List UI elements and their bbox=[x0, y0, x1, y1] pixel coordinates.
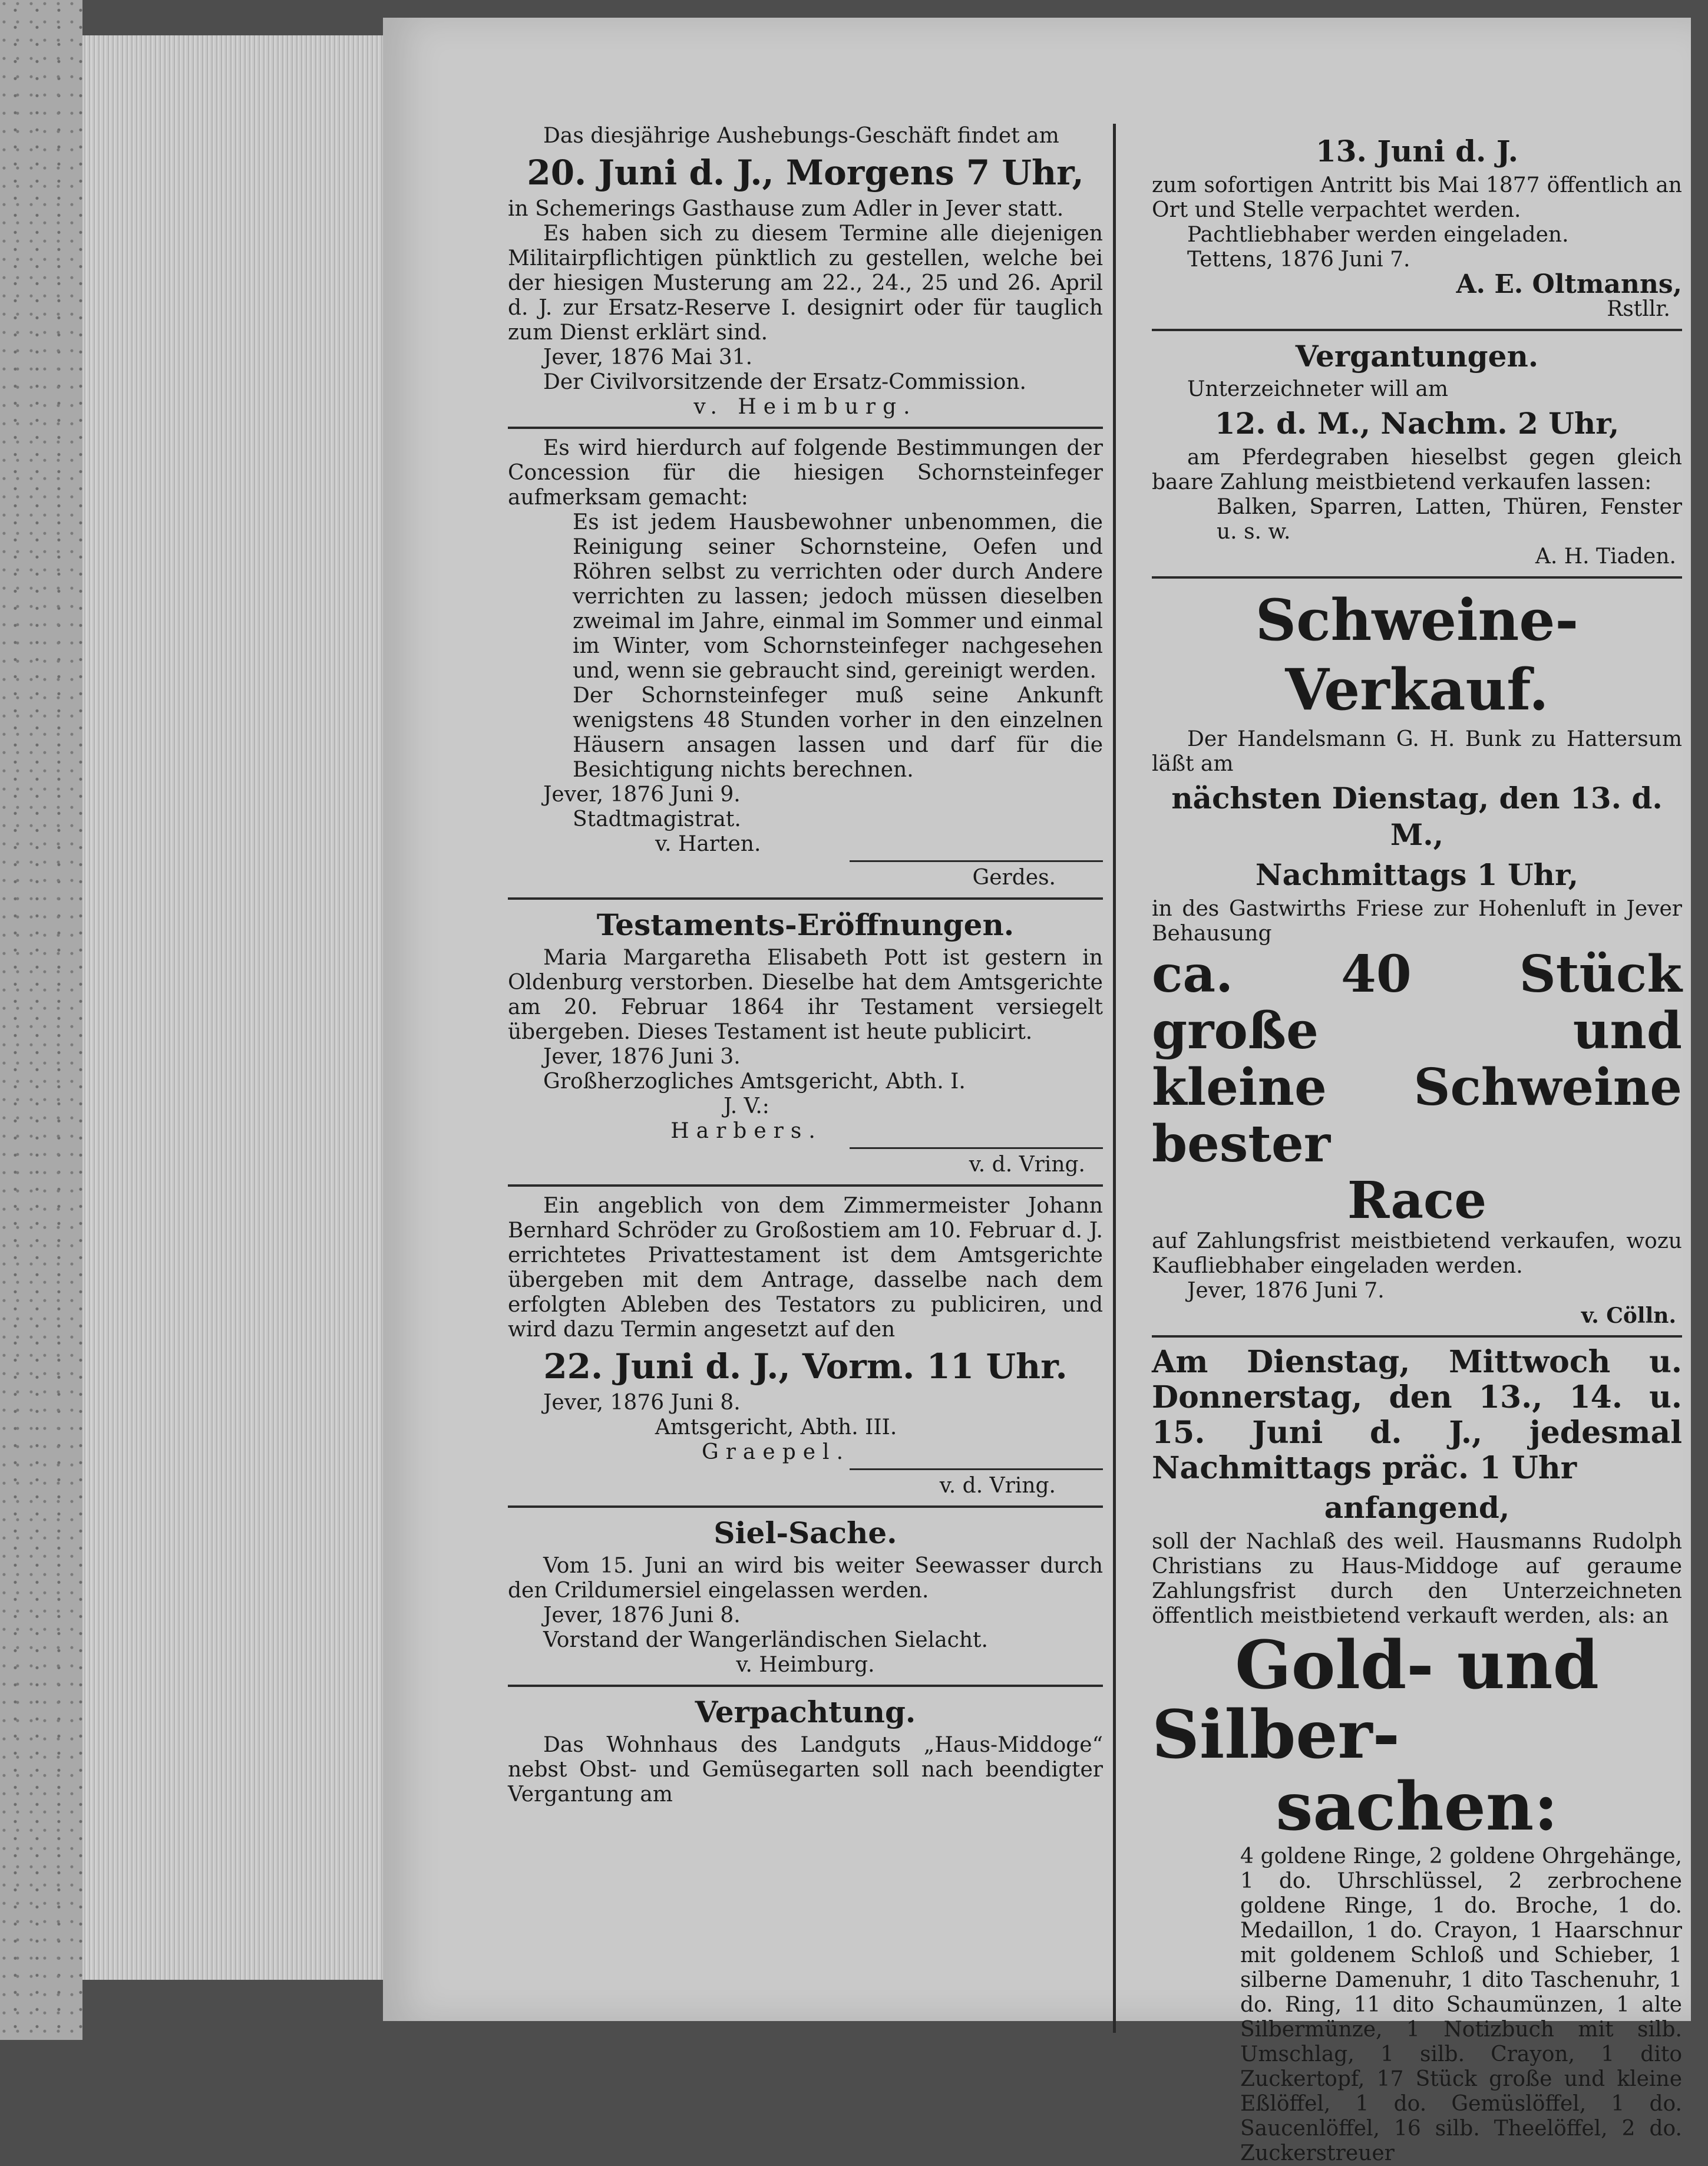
notice-testament bbox=[508, 907, 1103, 1498]
testament-sig1: Harbers. bbox=[670, 1119, 822, 1143]
testament-body2: Ein angeblich von dem Zimmermeister Johann Bernhard Schröder zu Großostiem am 10. Februar d. J. errichtetes Privattestament ist dem Amtsgerichte übergeben mit dem Antrage, dasselbe nach dem erfolgten Ableben des Testators zu publiciren, und wird dazu Termin angesetzt auf den bbox=[508, 1194, 1103, 1342]
siel-signature: v. Heimburg. bbox=[736, 1653, 875, 1677]
testament-dateline2: Jever, 1876 Juni 8. bbox=[543, 1391, 741, 1415]
schornstein-signature: v. Harten. bbox=[655, 832, 761, 856]
schweine-date: nächsten Dienstag, den 13. d. M., bbox=[1171, 781, 1663, 852]
testament-heading: Testaments-Eröffnungen. bbox=[596, 907, 1015, 942]
signature-line bbox=[850, 1468, 1103, 1470]
schornstein-rule2: Der Schornsteinfeger muß seine Ankunft wenigstens 48 Stunden vorher in den einzelnen Häusern ansagen lassen und darf für die Besichtigung nichts berechnen. bbox=[573, 684, 1103, 782]
notice-vergantungen bbox=[1152, 338, 1682, 569]
nachlass-list-text: 4 goldene Ringe, 2 goldene Ohrgehänge, 1 do. Uhrschlüssel, 2 zerbrochene goldene Ringe, 1 do. Broche, 1 do. Medaillon, 1 do. Crayon, 1 Haarschnur mit goldenem Schloß und Schieber, 1 silberne Damenuhr, 1 dito Taschenuhr, 1 do. Ring, 11 dito Schaumünzen, 1 alte Silbermünze, 1 Notizbuch mit silb. Umschlag, 1 silb. Crayon, 1 dito Zuckertopf, 17 Stück große und kleine Eßlöffel, 1 do. Gemüslöffel, 1 do. Saucenlöffel, 16 silb. Theelöffel, 2 do. Zuckerstreuer bbox=[1240, 1844, 1682, 2165]
divider bbox=[508, 897, 1103, 900]
aushebung-body: Es haben sich zu diesem Termine alle diejenigen Militairpflichtigen pünktlich zu gestellen, welche bei der hiesigen Musterung am 22., 24., 25 und 26. April d. J. zur Ersatz-Reserve I. designirt oder für tauglich zum Dienst erklärt sind. bbox=[508, 222, 1103, 345]
vergantungen-body: am Pferdegraben hieselbst gegen gleich baare Zahlung meistbietend verkaufen lassen: bbox=[1152, 445, 1682, 494]
book-page-stack bbox=[82, 35, 391, 1980]
schweine-time: Nachmittags 1 Uhr, bbox=[1255, 857, 1579, 892]
verpachtung-body: Das Wohnhaus des Landguts „Haus-Middoge“ nebst Obst- und Gemüsegarten soll nach beendigter Vergantung am bbox=[508, 1733, 1103, 1807]
schornstein-intro: Es wird hierdurch auf folgende Bestimmungen der Concession für die hiesigen Schornsteinfeger aufmerksam gemacht: bbox=[508, 436, 1103, 510]
siel-heading: Siel-Sache. bbox=[713, 1515, 897, 1550]
nachlass-bold: Am Dienstag, Mittwoch u. Donnerstag, den 13., 14. u. 15. Juni d. J., jedesmal Nachmittags präc. 1 Uhr bbox=[1152, 1344, 1682, 1486]
schweine-big3: Race bbox=[1347, 1171, 1487, 1230]
aushebung-authority: Der Civilvorsitzende der Ersatz-Commission. bbox=[543, 370, 1026, 394]
verpachtung-title: Rstllr. bbox=[1607, 297, 1670, 321]
siel-body: Vom 15. Juni an wird bis weiter Seewasser durch den Crildumersiel eingelassen werden. bbox=[508, 1554, 1103, 1603]
notice-siel bbox=[508, 1515, 1103, 1678]
divider bbox=[1152, 329, 1682, 331]
vergantungen-date: 12. d. M., Nachm. 2 Uhr, bbox=[1214, 406, 1620, 441]
newspaper-page bbox=[383, 18, 1691, 2165]
book-edge bbox=[0, 0, 82, 2040]
divider bbox=[1152, 576, 1682, 579]
testament-dateline1: Jever, 1876 Juni 3. bbox=[543, 1045, 741, 1069]
left-column bbox=[508, 124, 1209, 1807]
verpachtung-signature: A. E. Oltmanns, bbox=[1456, 269, 1682, 299]
testament-iv: J. V.: bbox=[723, 1094, 769, 1118]
notice-nachlass bbox=[1152, 1345, 1682, 2166]
testament-sig2: Graepel. bbox=[701, 1440, 851, 1464]
schornstein-dateline: Jever, 1876 Juni 9. bbox=[543, 782, 741, 807]
signature-line bbox=[850, 860, 1103, 862]
testament-date2: 22. Juni d. J., Vorm. 11 Uhr. bbox=[543, 1346, 1068, 1386]
nachlass-big1: Gold- und Silber- bbox=[1152, 1627, 1599, 1774]
verpachtung-date: 13. Juni d. J. bbox=[1315, 134, 1519, 169]
schweine-signature: v. Cölln. bbox=[1581, 1303, 1676, 1328]
verpachtung-invite: Pachtliebhaber werden eingeladen. bbox=[1187, 223, 1569, 247]
schweine-big2: kleine Schweine bester bbox=[1152, 1058, 1682, 1174]
vergantungen-signature: A. H. Tiaden. bbox=[1535, 544, 1676, 569]
testament-court2: Amtsgericht, Abth. III. bbox=[655, 1415, 897, 1439]
schweine-big1: ca. 40 Stück große und bbox=[1152, 945, 1682, 1061]
schweine-dateline: Jever, 1876 Juni 7. bbox=[1187, 1279, 1385, 1303]
schornstein-clerk: Gerdes. bbox=[972, 866, 1056, 890]
aushebung-place: in Schemerings Gasthause zum Adler in Jever statt. bbox=[508, 197, 1064, 221]
notice-schornstein bbox=[508, 436, 1103, 890]
schweine-intro: Der Handelsmann G. H. Bunk zu Hattersum läßt am bbox=[1152, 727, 1682, 776]
vergantungen-items: Balken, Sparren, Latten, Thüren, Fenster u. s. w. bbox=[1217, 495, 1682, 544]
schornstein-rule1: Es ist jedem Hausbewohner unbenommen, die Reinigung seiner Schornsteine, Oefen und Röhren selbst zu verrichten oder durch Andere verrichten zu lassen; jedoch müssen dieselben zweimal im Jahre, einmal im Sommer und einmal im Winter, vom Schornsteinfeger nachgesehen und, wenn sie gebraucht sind, gereinigt werden. bbox=[573, 510, 1103, 683]
schweine-body: auf Zahlungsfrist meistbietend verkaufen, wozu Kaufliebhaber eingeladen werden. bbox=[1152, 1229, 1682, 1278]
aushebung-intro: Das diesjährige Aushebungs-Geschäft findet am bbox=[543, 124, 1059, 148]
vergantungen-heading: Vergantungen. bbox=[1295, 339, 1539, 374]
schweine-heading: Schweine-Verkauf. bbox=[1255, 587, 1579, 723]
left-column-inner bbox=[508, 124, 1103, 1807]
divider bbox=[508, 1505, 1103, 1508]
aushebung-dateline: Jever, 1876 Mai 31. bbox=[543, 345, 753, 369]
siel-dateline: Jever, 1876 Juni 8. bbox=[543, 1603, 741, 1627]
verpachtung-heading: Verpachtung. bbox=[695, 1695, 916, 1729]
nachlass-big2: sachen: bbox=[1276, 1768, 1558, 1845]
divider bbox=[508, 1184, 1103, 1187]
verpachtung-cont-body: zum sofortigen Antritt bis Mai 1877 öffentlich an Ort und Stelle verpachtet werden. bbox=[1152, 173, 1682, 222]
testament-body1: Maria Margaretha Elisabeth Pott ist gestern in Oldenburg verstorben. Dieselbe hat dem Amtsgerichte am 20. Februar 1864 ihr Testament versiegelt übergeben. Dieses Testament ist heute publicirt. bbox=[508, 946, 1103, 1044]
right-column bbox=[1152, 130, 1682, 2166]
column-divider bbox=[1113, 124, 1116, 2033]
notice-verpachtung-cont bbox=[1152, 133, 1682, 322]
testament-clerk2: v. d. Vring. bbox=[939, 1474, 1056, 1498]
siel-authority: Vorstand der Wangerländischen Sielacht. bbox=[543, 1628, 988, 1652]
notice-verpachtung bbox=[508, 1694, 1103, 1807]
nachlass-anfangend: anfangend, bbox=[1324, 1490, 1510, 1525]
nachlass-list bbox=[1152, 1844, 1682, 2166]
schornstein-authority: Stadtmagistrat. bbox=[573, 807, 741, 831]
schweine-place: in des Gastwirths Friese zur Hohenluft in Jever Behausung bbox=[1152, 897, 1682, 946]
divider bbox=[508, 427, 1103, 429]
aushebung-date: 20. Juni d. J., Morgens 7 Uhr, bbox=[527, 153, 1084, 193]
testament-court1: Großherzogliches Amtsgericht, Abth. I. bbox=[543, 1069, 966, 1094]
signature-line bbox=[850, 1147, 1103, 1149]
divider bbox=[508, 1685, 1103, 1687]
nachlass-body: soll der Nachlaß des weil. Hausmanns Rudolph Christians zu Haus-Middoge auf geraume Zahlungsfrist durch den Unterzeichneten öffentlich meistbietend verkauft werden, als: an bbox=[1152, 1530, 1682, 1628]
testament-clerk1: v. d. Vring. bbox=[969, 1153, 1085, 1177]
divider bbox=[1152, 1335, 1682, 1338]
aushebung-signature: v. Heimburg. bbox=[693, 395, 917, 419]
vergantungen-intro: Unterzeichneter will am bbox=[1187, 377, 1448, 401]
verpachtung-dateline: Tettens, 1876 Juni 7. bbox=[1187, 247, 1410, 272]
notice-aushebung bbox=[508, 124, 1103, 420]
notice-schweine bbox=[1152, 586, 1682, 1328]
